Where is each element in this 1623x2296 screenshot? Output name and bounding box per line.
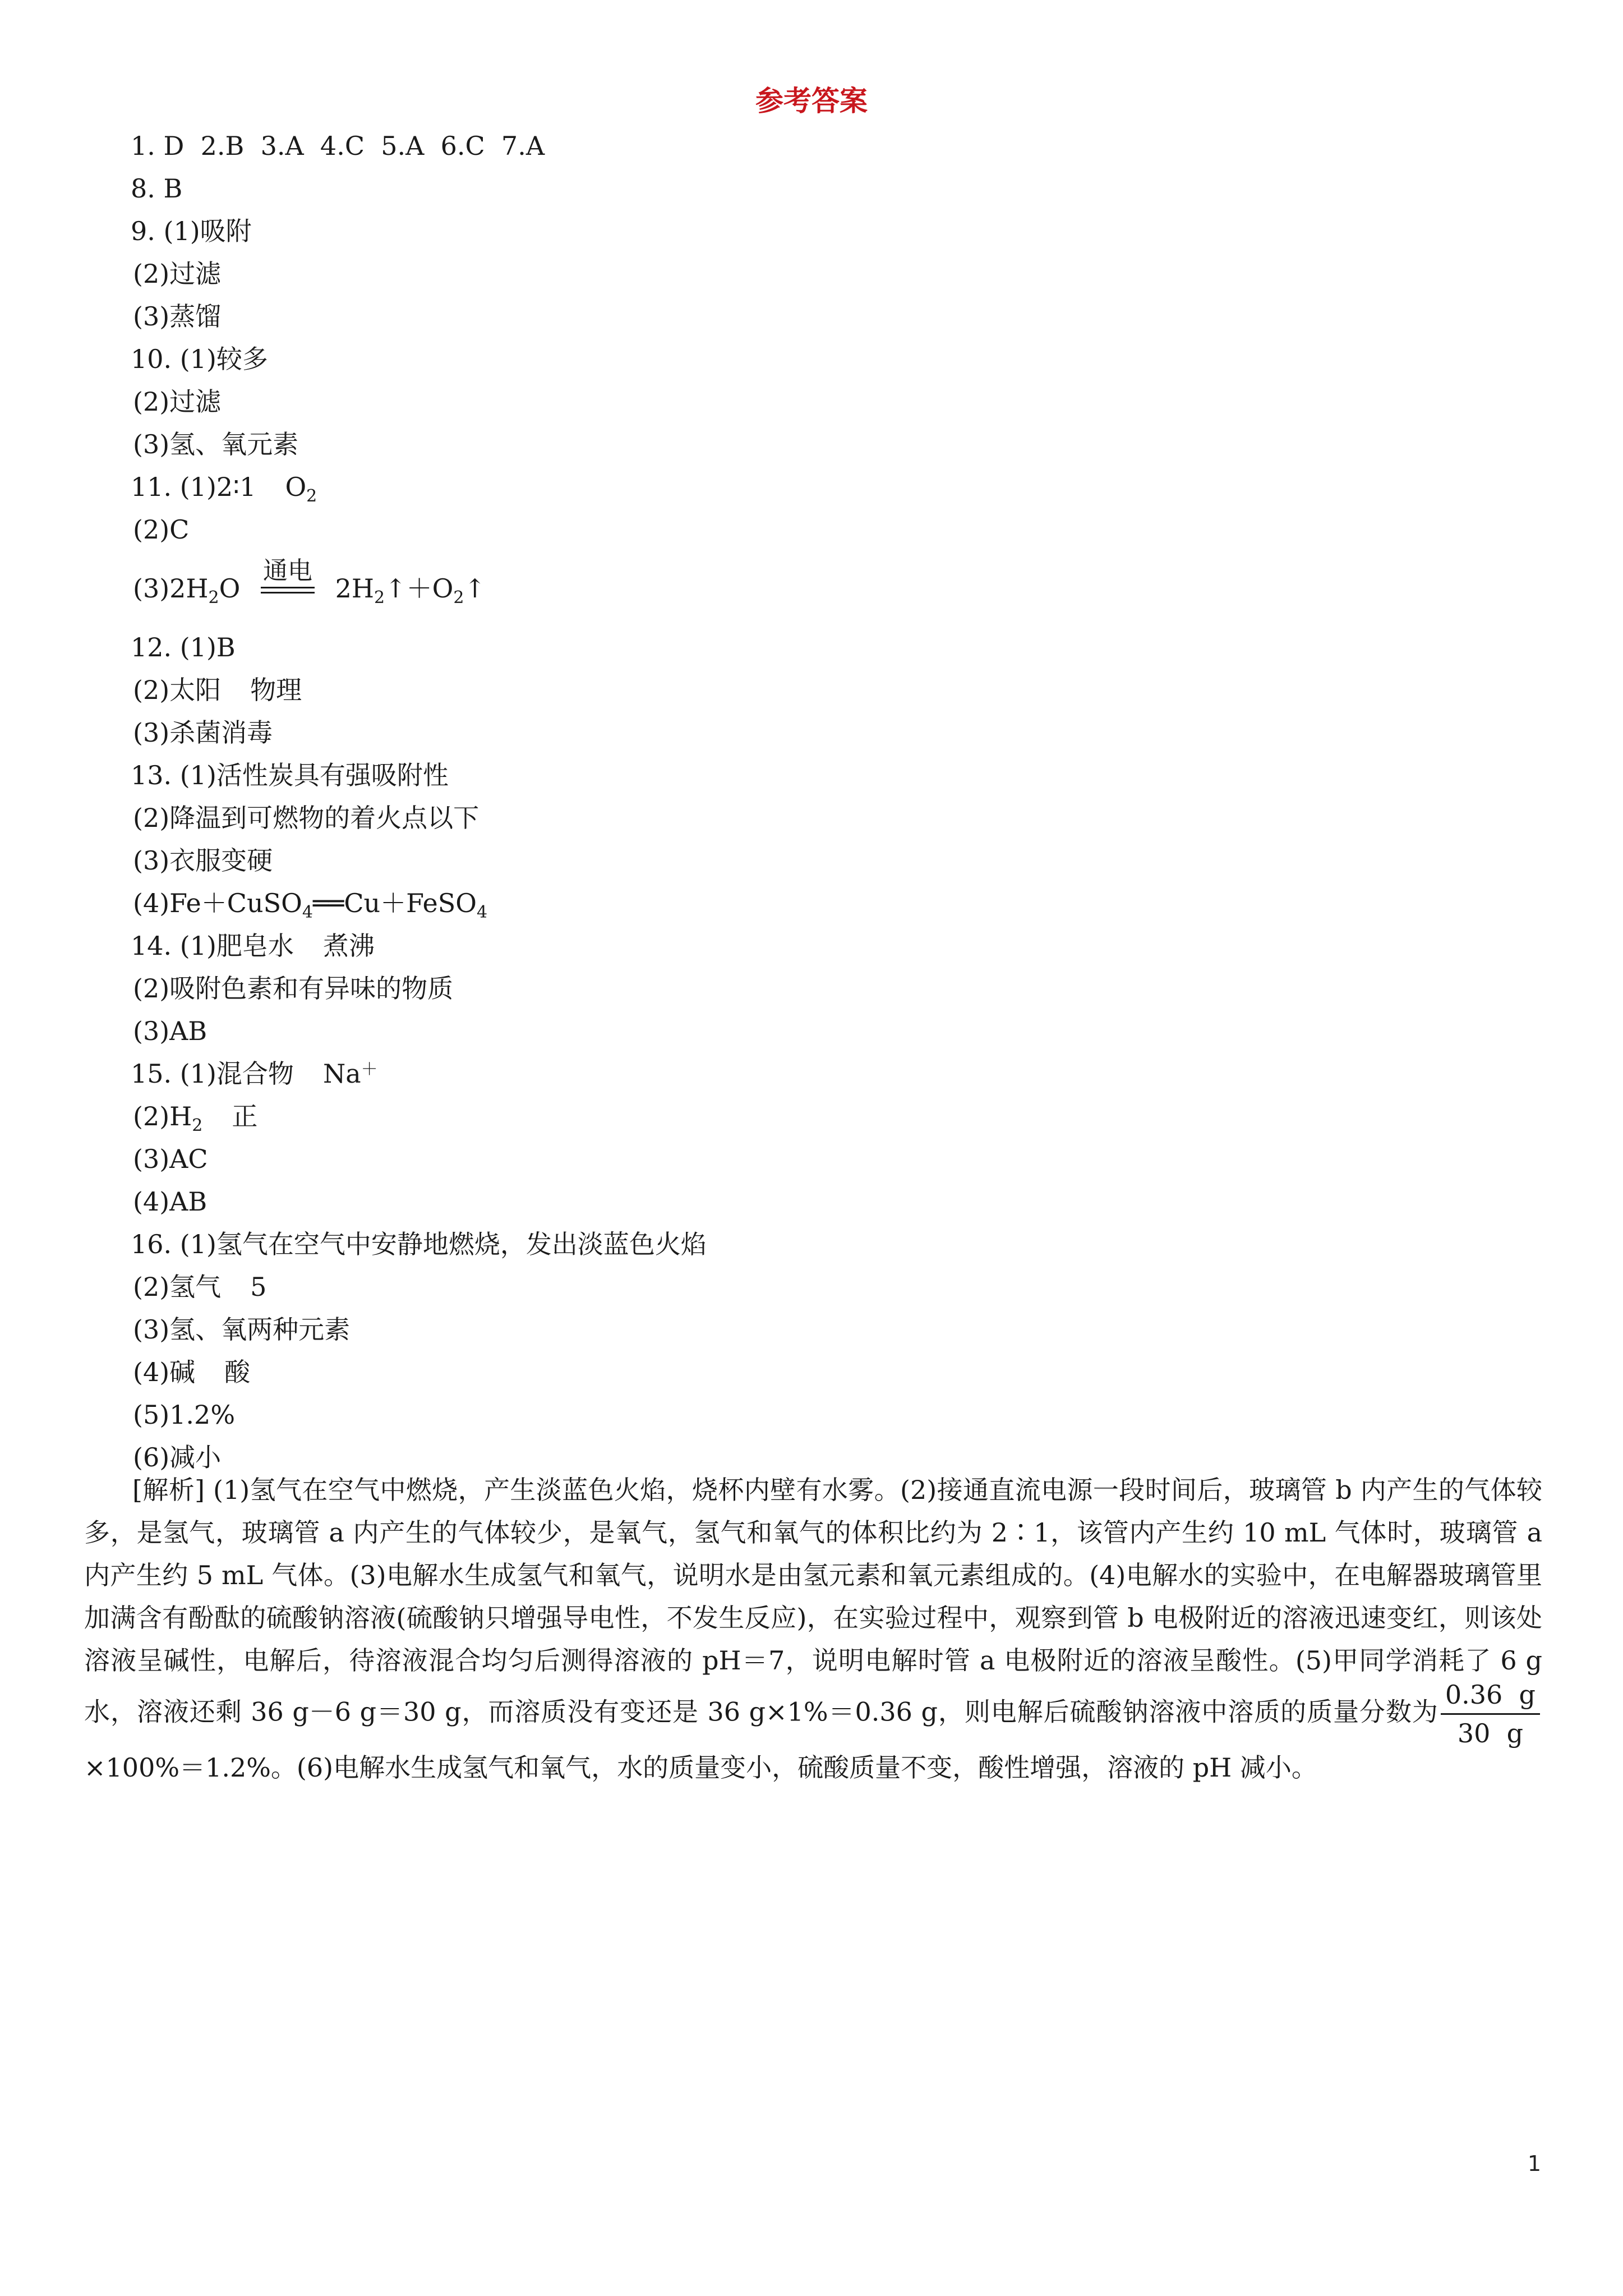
answer-8: 8. B [131,173,183,204]
answer-11-1-gas: O [285,472,307,502]
answer-14-1: 14. (1)肥皂水 煮沸 [131,931,375,961]
answer-13-4-equation: (4)Fe＋CuSO$_4$══Cu＋FeSO$_4$ [133,888,488,922]
answer-14-3: (3)AB [133,1016,208,1046]
analysis-text-1: [解析] (1)氢气在空气中燃烧，产生淡蓝色火焰，烧杯内壁有水雾。(2)接通直流电源一段时间后，玻璃管 b 内产生的气体较多，是氢气，玻璃管 a 内产生的气体较少，是氧气，氢气和氧气的体积比约为 2∶1，该管内产生约 10 mL 气体时，玻璃管 a 内产生约 5 mL 气体。(3)电解水生成氢气和氧气，说明水是由氢元素和氧元素组成的。(4)电解水的实验中，在电解器玻璃管里加满含有酚酞的硫酸钠溶液(硫酸钠只增强导电性，不发生反应)，在实验过程中，观察到管 b 电极附近的溶液迅速变红，则该处溶液呈碱性，电解后，待溶液混合均匀后测得溶液的 pH＝7，说明电解时管 a 电极附近的溶液呈酸性。(5)甲同学消耗了 6 g 水，溶液还剩 36 g－6 g＝30 g，而溶质没有变还是 36 g×1%＝0.36 g，则电解后硫酸钠溶液中溶质的质量分数为 [84,1475,1542,1727]
mass-fraction: $\frac{0.36 g}{30 g}$ [1441,1682,1540,1746]
answer-12-2: (2)太阳 物理 [133,675,302,705]
analysis-text-2: ×100%＝1.2%。(6)电解水生成氢气和氧气，水的质量变小，硫酸质量不变，酸性增强，溶液的 pH 减小。 [84,1752,1317,1783]
answer-9-3: (3)蒸馏 [133,301,222,332]
answer-16-1: 16. (1)氢气在空气中安静地燃烧，发出淡蓝色火焰 [131,1229,707,1259]
answer-15-3: (3)AC [133,1144,208,1174]
reaction-condition: 通电 [261,559,315,623]
page-number: 1 [1527,2151,1541,2176]
answer-11-1-ratio: 11. (1)2∶1 [131,472,256,502]
answer-13-3: (3)衣服变硬 [133,845,273,876]
analysis-paragraph [84,1469,1542,1789]
answer-12-3: (3)杀菌消毒 [133,717,273,748]
equals-sign [261,587,315,593]
answer-16-5: (5)1.2% [133,1400,236,1430]
answer-16-4: (4)碱 酸 [133,1357,251,1387]
page-title: 参考答案 [755,85,868,117]
answer-16-6: (6)减小 [133,1442,222,1473]
answer-15-4: (4)AB [133,1186,208,1217]
answer-list [131,125,1533,1479]
answer-11-1: 11. (1)2∶1 $O_2$ [131,472,317,506]
answer-13-1: 13. (1)活性炭具有强吸附性 [131,760,449,790]
answer-15-1: 15. (1)混合物 Na＋ [131,1059,378,1089]
answer-10-3: (3)氢、氧元素 [133,429,299,459]
answer-15-2: $(2)H_2$ 正 [133,1101,258,1135]
answer-9-1: 9. (1)吸附 [131,216,252,246]
answer-12-1: 12. (1)B [131,632,236,662]
answer-16-2: (2)氢气 5 [133,1272,267,1302]
answer-16-3: (3)氢、氧两种元素 [133,1314,351,1345]
answer-11-2: (2)C [133,514,190,545]
answer-mc-line: 1. D 2.B 3.A 4.C 5.A 6.C 7.A [131,131,545,161]
answer-9-2: (2)过滤 [133,259,222,289]
answer-14-2: (2)吸附色素和有异味的物质 [133,973,454,1004]
answer-13-2: (2)降温到可燃物的着火点以下 [133,803,479,833]
answer-10-1: 10. (1)较多 [131,344,268,374]
answer-11-3-equation: $(3)2H_2O$ 通电 $2H_2↑+O_2↑$ [131,551,1533,626]
answer-10-2: (2)过滤 [133,386,222,417]
